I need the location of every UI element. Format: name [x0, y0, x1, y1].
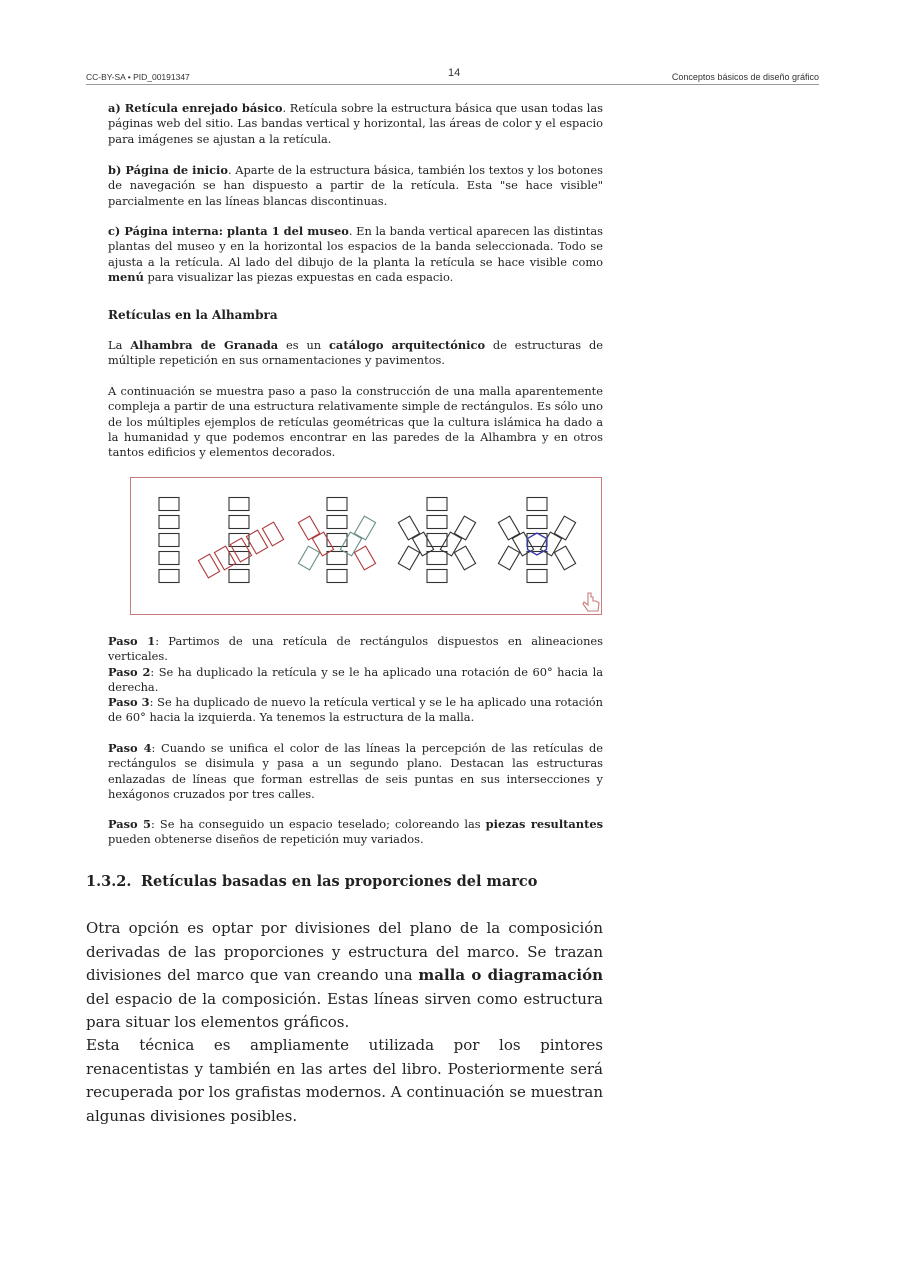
section-heading	[86, 873, 537, 890]
step1-rectangle	[159, 534, 179, 547]
step5-rectangle	[527, 498, 547, 511]
step4-rectangle	[427, 552, 447, 565]
step3-rectangle	[327, 516, 347, 529]
step-3: Paso 3: Se ha duplicado de nuevo la retícula vertical y se le ha aplicado una rotación de 60° hacia la izquierda. Ya tenemos la estructura de la malla.	[108, 695, 603, 725]
item-c-label: c) Página interna: planta 1 del museo	[108, 224, 349, 238]
step5-rotated-rectangle	[498, 546, 519, 570]
alhambra-paragraph-1: La Alhambra de Granada es un catálogo arquitectónico de estructuras de múltiple repetición en sus ornamentaciones y pavimentos.	[108, 338, 603, 368]
step3-rotated-rectangle	[354, 546, 375, 570]
alhambra-heading: Retículas en la Alhambra	[108, 308, 278, 322]
step2-rotated-rectangle	[214, 546, 235, 570]
step-4: Paso 4: Cuando se unifica el color de las líneas la percepción de las retículas de rectángulos se disimula y pasa a un segundo plano. Destacan las estructuras enlazadas de líneas que forman estrellas de seis puntas en sus intersecciones y hexágonos cruzados por tres calles.	[108, 741, 603, 801]
step1-rectangle	[159, 498, 179, 511]
step5-rectangle	[527, 570, 547, 583]
step-1: Paso 1: Partimos de una retícula de rectángulos dispuestos en alineaciones verticales.	[108, 634, 604, 664]
page-header	[86, 66, 819, 85]
item-a-label: a) Retícula enrejado básico	[108, 101, 283, 115]
step4-rectangle	[427, 516, 447, 529]
body-paragraph-2: Esta técnica es ampliamente utilizada por los pintores renacentistas y también en las artes del libro. Posteriormente será recuperada por los grafistas modernos. A continuación se muestran algunas divisiones posibles.	[86, 1036, 603, 1125]
header-license: CC-BY-SA • PID_00191347	[86, 72, 190, 82]
step3-rectangle	[327, 498, 347, 511]
step5-rectangle	[527, 516, 547, 529]
step4-rectangle	[427, 534, 447, 547]
step4-rotated-rectangle	[398, 546, 419, 570]
hand-pointer-icon[interactable]	[583, 593, 599, 611]
page-number: 14	[448, 67, 461, 79]
section-number: 1.3.2.	[86, 873, 132, 890]
section-title-text: Retículas basadas en las proporciones del marco	[141, 873, 538, 890]
item-c: c) Página interna: planta 1 del museo. En la banda vertical aparecen las distintas plantas del museo y en la horizontal los espacios de la banda seleccionada. Todo se ajusta a la retícula. Al lado del dibujo de la planta la retícula se hace visible como menú para visualizar las piezas expuestas en cada espacio.	[108, 224, 603, 284]
step5-rectangle	[527, 552, 547, 565]
step2-rotated-rectangle	[198, 554, 219, 578]
step2-rotated-rectangle	[262, 522, 283, 546]
step1-rectangle	[159, 516, 179, 529]
item-a: a) Retícula enrejado básico. Retícula sobre la estructura básica que usan todas las páginas web del sitio. Las bandas vertical y horizontal, las áreas de color y el espacio para imágenes se ajustan a la retícula.	[108, 101, 604, 146]
step2-rotated-rectangle	[230, 538, 251, 562]
step2-rectangle	[229, 498, 249, 511]
step1-rectangle	[159, 570, 179, 583]
step3-rectangle	[327, 552, 347, 565]
step4-rectangle	[427, 570, 447, 583]
step4-rotated-rectangle	[454, 546, 475, 570]
step3-rectangle	[327, 570, 347, 583]
step1-rectangle	[159, 552, 179, 565]
step3-rotated-rectangle	[298, 546, 319, 570]
step3-rectangle	[327, 534, 347, 547]
step2-rectangle	[229, 516, 249, 529]
step-5: Paso 5: Se ha conseguido un espacio teselado; coloreando las piezas resultantes pueden obtenerse diseños de repetición muy variados.	[108, 817, 603, 847]
step4-rectangle	[427, 498, 447, 511]
alhambra-grid-figure	[130, 477, 602, 615]
step5-rotated-rectangle	[554, 546, 575, 570]
step-2: Paso 2: Se ha duplicado la retícula y se le ha aplicado una rotación de 60° hacia la derecha.	[108, 665, 603, 695]
header-title: Conceptos básicos de diseño gráfico	[671, 72, 819, 82]
step5-rectangle	[527, 534, 547, 547]
body-paragraph-1: Otra opción es optar por divisiones del plano de la composición derivadas de las proporciones y estructura del marco. Se trazan divisiones del marco que van creando una malla o diagramación del espacio de la composición. Estas líneas sirven como estructura para situar los elementos gráficos.	[86, 919, 603, 1031]
step2-rotated-rectangle	[246, 530, 267, 554]
step2-rectangle	[229, 570, 249, 583]
item-b-label: b) Página de inicio	[108, 163, 228, 177]
grid-steps-diagram	[131, 478, 601, 614]
item-b: b) Página de inicio. Aparte de la estructura básica, también los textos y los botones de navegación se han dispuesto a partir de la retícula. Esta "se hace visible" parcialmente en las líneas blancas discontinuas.	[108, 163, 603, 208]
alhambra-paragraph-2: A continuación se muestra paso a paso la construcción de una malla aparentemente compleja a partir de una estructura relativamente simple de rectángulos. Es sólo uno de los múltiples ejemplos de retículas geométricas que la cultura islámica ha dado a la humanidad y que podemos encontrar en las paredes de la Alhambra y en otros tantos edificios y elementos decorados.	[108, 384, 603, 460]
